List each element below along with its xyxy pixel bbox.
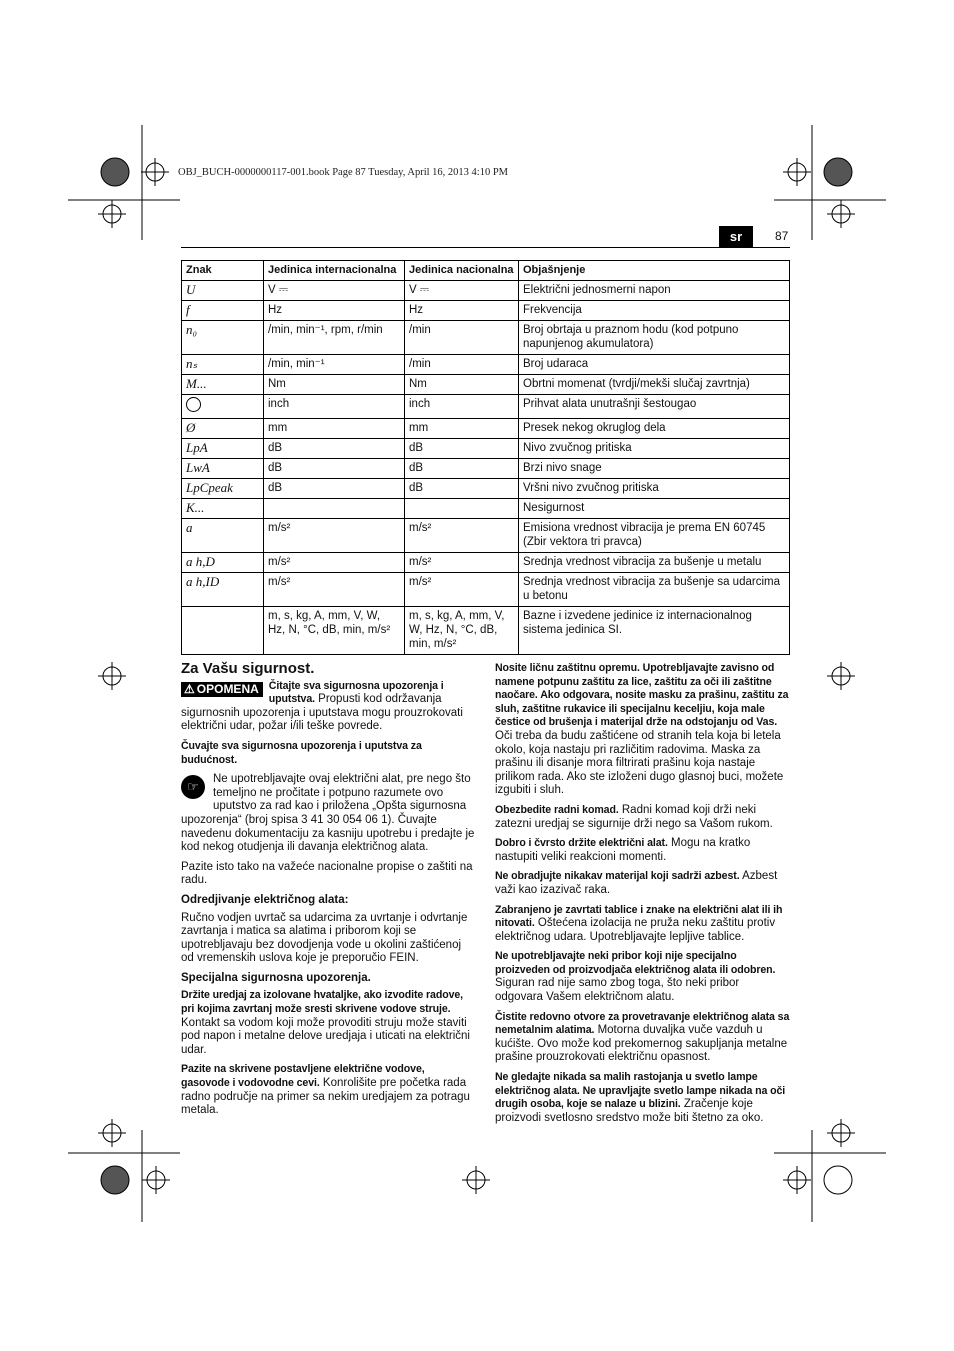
bold-paragraph: Čuvajte sva sigurnosna upozorenja i uputstva za budućnost. [181,739,422,766]
table-cell-nat: Hz [405,301,519,321]
header-cell: Jedinica internacionalna [264,261,405,281]
section-title: Za Vašu sigurnost. [181,660,315,677]
paragraph [495,870,790,897]
table-cell-nat: inch [405,395,519,419]
table-cell-expl: Nesigurnost [519,499,790,519]
text: Motorna duvaljka vuče vazduh u kućište. Ovo može kod prekomernog sakupljanja metalne prašine prouzrokovati električnu opasnost. [495,1024,788,1064]
table-row [182,479,790,499]
bold-text: Dobro i čvrsto držite električni alat. [495,837,668,850]
paragraph [495,950,790,1004]
units-table [181,260,790,655]
table-header-row [182,261,790,281]
table-cell-sym: M... [182,375,264,395]
text: Oči treba da budu zaštićene od stranih tela koja bi letela okolo, koja nastaju pri različitim radovima. Maska za prašinu ili disanje mora filtrirati prašinu koja nastaje prilikom rada. Ako ste izloženi dugo glasnoj buci, možete izgubiti i sluh. [495,729,784,797]
table-cell-expl: Nivo zvučnog pritiska [519,439,790,459]
paragraph [495,904,790,945]
table-cell-nat: /min [405,321,519,355]
subheading: Specijalna sigurnosna upozorenja. [181,971,371,984]
table-cell-sym: a [182,519,264,553]
table-cell-nat: m, s, kg, A, mm, V, W, Hz, N, °C, dB, min, m/s² [405,607,519,655]
table-row [182,301,790,321]
warning-triangle-icon: ⚠ [184,681,195,696]
table-cell-nat: dB [405,479,519,499]
table-cell-nat [405,499,519,519]
table-row [182,355,790,375]
table-cell-sym: a h,ID [182,573,264,607]
bold-text: Pazite na skrivene postavljene električne vodove, gasovode i vodovodne cevi. [181,1063,425,1090]
page-number: 87 [775,229,789,243]
paragraph [495,662,790,798]
table-cell-sym: f [182,301,264,321]
table-cell-intl: m, s, kg, A, mm, V, W, Hz, N, °C, dB, min, m/s² [264,607,405,655]
text: Siguran rad nije samo zbog toga, što neki pribor odgovara Vašem električnom alatu. [495,977,740,1004]
table-cell-expl: Emisiona vrednost vibracija je prema EN 60745 (Zbir vektora tri pravca) [519,519,790,553]
table-cell-expl: Brzi nivo snage [519,459,790,479]
bold-text: Ne upotrebljavajte neki pribor koji nije specijalno proizveden od proizvodjača električnog alata ili odobren. [495,950,776,976]
table-row [182,553,790,573]
text: Kontakt sa vodom koji može provoditi struju može staviti pod napon i metalne delove uredjaja i uticati na električni udar. [181,1016,470,1056]
table-cell-intl: inch [264,395,405,419]
text: Oštećena izolacija ne pruža neku zaštitu protiv električnog udara. Upotrebljavajte lepljive tablice. [495,917,776,943]
table-cell-intl: m/s² [264,553,405,573]
table-cell-intl: V ⎓ [264,281,405,301]
paragraph [181,989,475,1057]
table-cell-nat: m/s² [405,573,519,607]
paragraph [181,680,475,734]
table-row [182,321,790,355]
table-cell-intl: m/s² [264,519,405,553]
table-cell-expl: Bazne i izvedene jedinice iz internacionalnog sistema jedinica SI. [519,607,790,655]
table-cell-intl: dB [264,459,405,479]
bold-text: Čitajte sva sigurnosna upozorenja i uputstva. [268,679,444,706]
header-cell: Jedinica nacionalna [405,261,519,281]
table-row [182,439,790,459]
bold-text: Zabranjeno je zavrtati tablice i znake na električni alat ili ih nitovati. [495,903,783,930]
header-rule [181,247,790,248]
bold-text: Držite uredjaj za izolovane hvataljke, ako izvodite radove, pri kojima zavrtanj može sresti skrivene vodove struje. [181,989,463,1016]
print-header: OBJ_BUCH-0000000117-001.book Page 87 Tuesday, April 16, 2013 4:10 PM [178,167,508,178]
subheading: Odredjivanje električnog alata: [181,893,349,906]
table-body [182,281,790,655]
left-column [181,662,475,1124]
paragraph [495,804,790,831]
text: Azbest važi kao izazivač raka. [495,870,778,896]
table-cell-expl: Vršni nivo zvučnog pritiska [519,479,790,499]
table-cell-expl: Broj udaraca [519,355,790,375]
bold-text: Obezbedite radni komad. [495,803,619,816]
paragraph [495,1011,790,1065]
right-column [495,662,790,1131]
table-cell-expl: Električni jednosmerni napon [519,281,790,301]
table-cell-sym: n₀ [182,321,264,355]
paragraph [495,837,790,864]
text: Ne upotrebljavajte ovaj električni alat, pre nego što temeljno ne pročitate i potpuno razumete ovo uputstvo za rad kao i priložena „Opšta sigurnosna upozorenja“ (broj spisa 3 41 30 054 06 1). Čuvajte navedenu dokumentaciju za kasniju upotrebu i predajte je kod nekog otudjenja ili davanja električnog alata. [181,773,475,854]
table-cell-expl: Obrtni momenat (tvrdji/mekši slučaj zavrtnja) [519,375,790,395]
hexagon-socket-icon [186,397,201,412]
read-manual-icon: ☞ [181,775,205,799]
table-cell-expl: Presek nekog okruglog dela [519,419,790,439]
paragraph [181,773,475,855]
table-cell-nat: Nm [405,375,519,395]
paragraph: Pazite isto tako na važeće nacionalne propise o zaštiti na radu. [181,860,473,887]
table-cell-expl: Broj obrtaja u praznom hodu (kod potpuno napunjenog akumulatora) [519,321,790,355]
table-cell-intl: Nm [264,375,405,395]
table-cell-expl: Prihvat alata unutrašnji šestougao [519,395,790,419]
table-cell-intl [264,499,405,519]
table-cell-expl: Srednja vrednost vibracija za bušenje u metalu [519,553,790,573]
text: Konrolišite pre početka rada radno područje na primer sa nekim uredjajem za potragu metala. [181,1077,470,1117]
table-cell-sym: a h,D [182,553,264,573]
table-cell-sym [182,607,264,655]
table-cell-intl: /min, min⁻¹ [264,355,405,375]
table-cell-sym: LwA [182,459,264,479]
paragraph: Ručno vodjen uvrtač sa udarcima za uvrtanje i odvrtanje zavrtanja i matica sa alatima i priborom koji se upotrebljavaju bez dovodjenja vode u okolini zaštićenoj od vremenskih uslova koje je preporučio FEIN. [181,911,468,965]
table-cell-intl: m/s² [264,573,405,607]
table-cell-sym: LpCpeak [182,479,264,499]
table-row [182,395,790,419]
table-cell-intl: dB [264,439,405,459]
table-row [182,281,790,301]
table-cell-sym: U [182,281,264,301]
table-row [182,375,790,395]
bold-text: Ne gledajte nikada sa malih rastojanja u svetlo lampe električnog alata. Ne upravljajte svetlo lampe nikada na oči drugih osoba, koje se nalaze u blizini. [495,1071,786,1111]
table-cell-expl: Srednja vrednost vibracija za bušenje sa udarcima u betonu [519,573,790,607]
table-cell-sym: LpA [182,439,264,459]
header-cell: Znak [182,261,264,281]
warning-badge: ⚠ OPOMENA [181,682,263,698]
table-cell-expl: Frekvencija [519,301,790,321]
table-cell-intl: Hz [264,301,405,321]
table-cell-nat: m/s² [405,519,519,553]
language-badge: sr [719,226,753,247]
text: Propusti kod održavanja sigurnosnih upozorenja i uputstava mogu prouzrokovati električni udar, požar i/ili teške povrede. [181,693,463,733]
bold-text: Nosite ličnu zaštitnu opremu. Upotrebljavajte zavisno od namene potpunu zaštitu za lice, zaštitu za oči ili zaštitne naočare. Ako odgovara, nosite masku za prašinu, zaštitu za sluh, zaštitne rukavice ili specijalnu keceljiu, koja male čestice od brušenja i materijal drže na odstojanju od Vas. [495,662,789,729]
table-cell-nat: m/s² [405,553,519,573]
table-cell-intl: mm [264,419,405,439]
table-cell-nat: mm [405,419,519,439]
table-cell-intl: dB [264,479,405,499]
table-row [182,499,790,519]
text: Zračenje koje proizvodi svetlosno sredstvo može biti štetno za oko. [495,1098,764,1124]
table-row [182,419,790,439]
paragraph [181,1063,475,1117]
table-cell-sym: nₛ [182,355,264,375]
table-cell-nat: dB [405,459,519,479]
bold-text: Ne obradjujte nikakav materijal koji sadrži azbest. [495,870,740,883]
table-cell-sym [182,395,264,419]
table-cell-intl: /min, min⁻¹, rpm, r/min [264,321,405,355]
table-cell-sym: K... [182,499,264,519]
paragraph [495,1071,790,1125]
table-row [182,459,790,479]
table-row [182,519,790,553]
table-row [182,607,790,655]
table-cell-nat: V ⎓ [405,281,519,301]
text: Mogu na kratko nastupiti veliki reakcioni momenti. [495,837,751,863]
bold-text: Čistite redovno otvore za provetravanje električnog alata sa nemetalnim alatima. [495,1010,790,1037]
table-cell-sym: Ø [182,419,264,439]
text: Radni komad koji drži neki zatezni uredjaj se sigurnije drži nego sa Vašom rukom. [495,803,773,830]
header-cell: Objašnjenje [519,261,790,281]
table-row [182,573,790,607]
table-cell-nat: dB [405,439,519,459]
table-cell-nat: /min [405,355,519,375]
